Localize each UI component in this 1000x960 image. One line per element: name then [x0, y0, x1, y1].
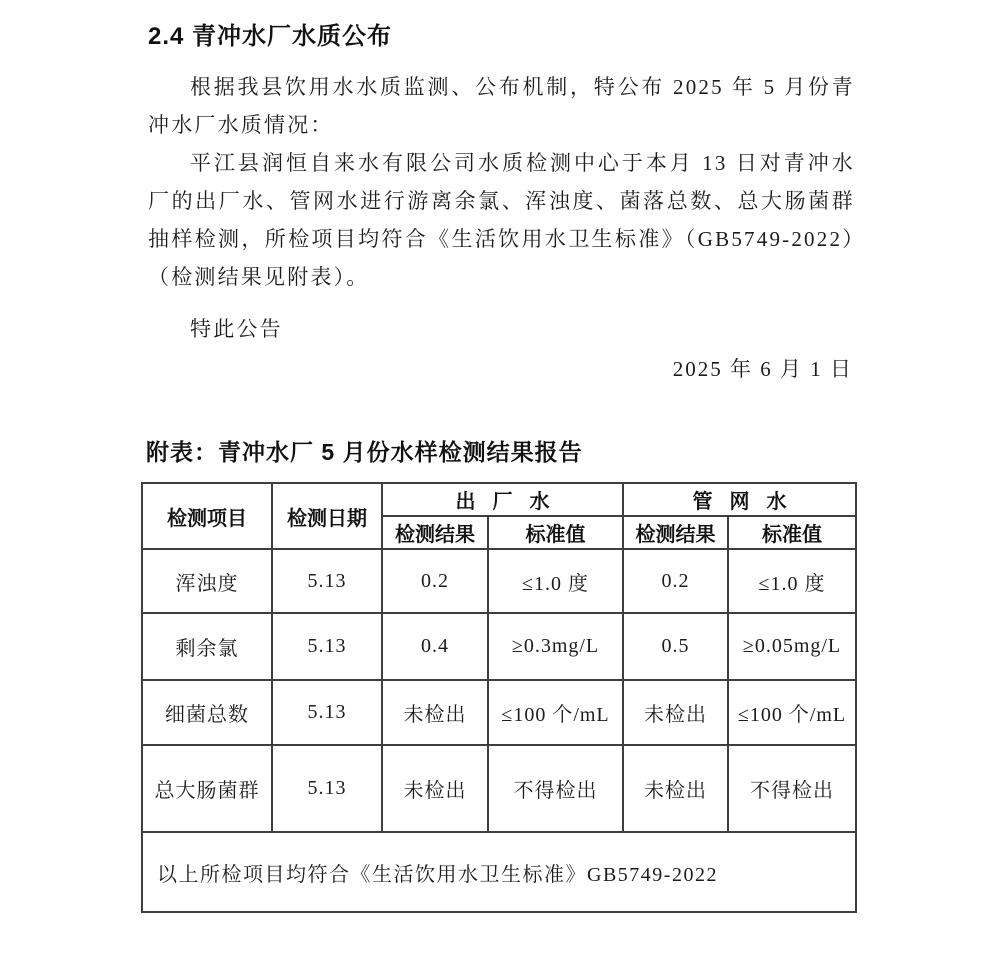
closing-line: 特此公告: [190, 317, 283, 341]
section-heading: 2.4 青冲水厂水质公布: [148, 23, 393, 50]
cell-item: 浑浊度: [142, 549, 272, 613]
cell-item: 总大肠菌群: [142, 745, 272, 832]
water-quality-table: [141, 482, 857, 913]
table-row: [142, 613, 856, 680]
header-date: 检测日期: [272, 483, 382, 549]
cell-pipe-result: 0.2: [623, 549, 728, 613]
table-body: [142, 549, 856, 832]
cell-item: 剩余氯: [142, 613, 272, 680]
cell-factory-result: 0.2: [382, 549, 488, 613]
table-row: [142, 745, 856, 832]
cell-pipe-standard: ≤1.0 度: [728, 549, 856, 613]
header-row-groups: [142, 483, 856, 516]
table-title: 附表：青冲水厂 5 月份水样检测结果报告: [146, 439, 583, 465]
cell-factory-standard: ≤100 个/mL: [488, 680, 623, 745]
table-footer-note: 以上所检项目均符合《生活饮用水卫生标准》GB5749-2022: [142, 832, 856, 912]
header-group-factory-water: 出厂水: [382, 483, 623, 516]
cell-factory-result: 0.4: [382, 613, 488, 680]
cell-factory-result: 未检出: [382, 680, 488, 745]
cell-date: 5.13: [272, 745, 382, 832]
header-pipe-result: 检测结果: [623, 516, 728, 549]
cell-date: 5.13: [272, 613, 382, 680]
cell-pipe-standard: ≤100 个/mL: [728, 680, 856, 745]
header-item: 检测项目: [142, 483, 272, 549]
header-group-pipe-water: 管网水: [623, 483, 856, 516]
cell-item: 细菌总数: [142, 680, 272, 745]
table-header: [142, 483, 856, 549]
header-pipe-standard: 标准值: [728, 516, 856, 549]
table-footer: [142, 832, 856, 912]
cell-pipe-result: 0.5: [623, 613, 728, 680]
footer-row: [142, 832, 856, 912]
cell-pipe-standard: ≥0.05mg/L: [728, 613, 856, 680]
table-row: [142, 680, 856, 745]
cell-factory-result: 未检出: [382, 745, 488, 832]
date-line: 2025 年 6 月 1 日: [672, 357, 853, 381]
cell-factory-standard: 不得检出: [488, 745, 623, 832]
cell-factory-standard: ≥0.3mg/L: [488, 613, 623, 680]
body-paragraph: 平江县润恒自来水有限公司水质检测中心于本月 13 日对青冲水厂的出厂水、管网水进行游离余氯、浑浊度、菌落总数、总大肠菌群抽样检测，所检项目均符合《生活饮用水卫生标准》（GB5749-2022）（检测结果见附表）。: [148, 151, 855, 289]
cell-pipe-result: 未检出: [623, 680, 728, 745]
cell-pipe-standard: 不得检出: [728, 745, 856, 832]
header-factory-standard: 标准值: [488, 516, 623, 549]
intro-paragraph: 根据我县饮用水水质监测、公布机制，特公布 2025 年 5 月份青冲水厂水质情况：: [148, 75, 855, 137]
cell-date: 5.13: [272, 549, 382, 613]
header-factory-result: 检测结果: [382, 516, 488, 549]
cell-factory-standard: ≤1.0 度: [488, 549, 623, 613]
cell-date: 5.13: [272, 680, 382, 745]
cell-pipe-result: 未检出: [623, 745, 728, 832]
table-row: [142, 549, 856, 613]
